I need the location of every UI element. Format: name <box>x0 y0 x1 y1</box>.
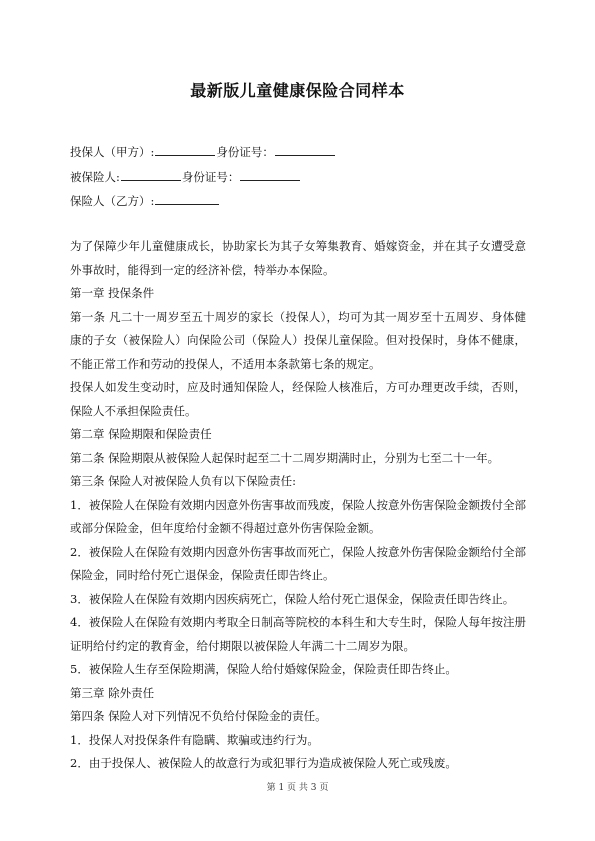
list-item: 4．被保险人在保险有效期内考取全日制高等院校的本科生和大专生时，保险人每年按注册证明给付约定的教育金，给付期限以被保险人年满二十二周岁为限。 <box>70 615 526 653</box>
insured-field-row <box>70 169 301 185</box>
paragraph: 第二条 保险期限从被保险人起保时起至二十二周岁期满时止，分别为七至二十一年。 <box>70 450 500 465</box>
paragraph: 第三条 保险人对被保险人负有以下保险责任: <box>70 474 297 488</box>
paragraph: 为了保障少年儿童健康成长，协助家长为其子女筹集教育、婚嫁资金，并在其子女遭受意外事故时，能得到一定的经济补偿，特举办本保险。 <box>70 239 526 277</box>
page-number-footer: 第 1 页 共 3 页 <box>266 783 329 793</box>
insurance-company-field-row <box>70 193 220 209</box>
list-item: 5．被保险人生存至保险期满，保险人给付婚嫁保险金，保险责任即告终止。 <box>70 662 457 676</box>
id-number-label: 身份证号： <box>181 170 240 184</box>
list-item: 1．投保人对投保条件有隐瞒、欺骗或违约行为。 <box>70 732 319 747</box>
insured-id-blank[interactable] <box>240 169 300 181</box>
insurance-company-label: 保险人（乙方）: <box>70 194 155 208</box>
paragraph: 第一条 凡二十一周岁至五十周岁的家长（投保人），均可为其一周岁至十五周岁、身体健康的子女（被保险人）向保险公司（保险人）投保儿童保险。但对投保时，身体不健康，不能正常工作和劳动的投保人，不适用本条款第七条的规定。 <box>70 309 526 371</box>
insurance-company-blank[interactable] <box>155 193 219 205</box>
paragraph: 第四条 保险人对下列情况不负给付保险金的责任。 <box>70 709 327 723</box>
list-item: 3．被保险人在保险有效期内因疾病死亡，保险人给付死亡退保金，保险责任即告终止。 <box>70 591 515 606</box>
id-number-label: 身份证号： <box>216 145 274 159</box>
list-item: 2．被保险人在保险有效期内因意外伤害事故而死亡，保险人按意外伤害保险金额给付全部保险金，同时给付死亡退保金，保险责任即告终止。 <box>70 544 526 582</box>
document-title: 最新版儿童健康保险合同样本 <box>190 81 405 100</box>
list-item: 1．被保险人在保险有效期内因意外伤害事故而残废，保险人按意外伤害保险金额拨付全部或部分保险金，但年度给付金额不得超过意外伤害保险金额。 <box>70 497 526 535</box>
insurer-id-blank[interactable] <box>275 144 335 156</box>
document-body <box>70 235 526 776</box>
insurer-blank[interactable] <box>155 144 215 156</box>
insured-blank[interactable] <box>121 169 181 181</box>
insurer-field-row <box>70 144 336 160</box>
insurer-label: 投保人（甲方）: <box>70 145 155 159</box>
chapter-heading: 第三章 除外责任 <box>70 685 155 700</box>
insured-label: 被保险人: <box>70 170 120 184</box>
paragraph: 投保人如发生变动时，应及时通知保险人，经保险人核准后，方可办理更改手续，否则，保险人不承担保险责任。 <box>70 380 526 418</box>
list-item: 2．由于投保人、被保险人的故意行为或犯罪行为造成被保险人死亡或残废。 <box>70 756 457 770</box>
chapter-heading: 第二章 保险期限和保险责任 <box>70 427 212 441</box>
chapter-heading: 第一章 投保条件 <box>70 286 155 300</box>
